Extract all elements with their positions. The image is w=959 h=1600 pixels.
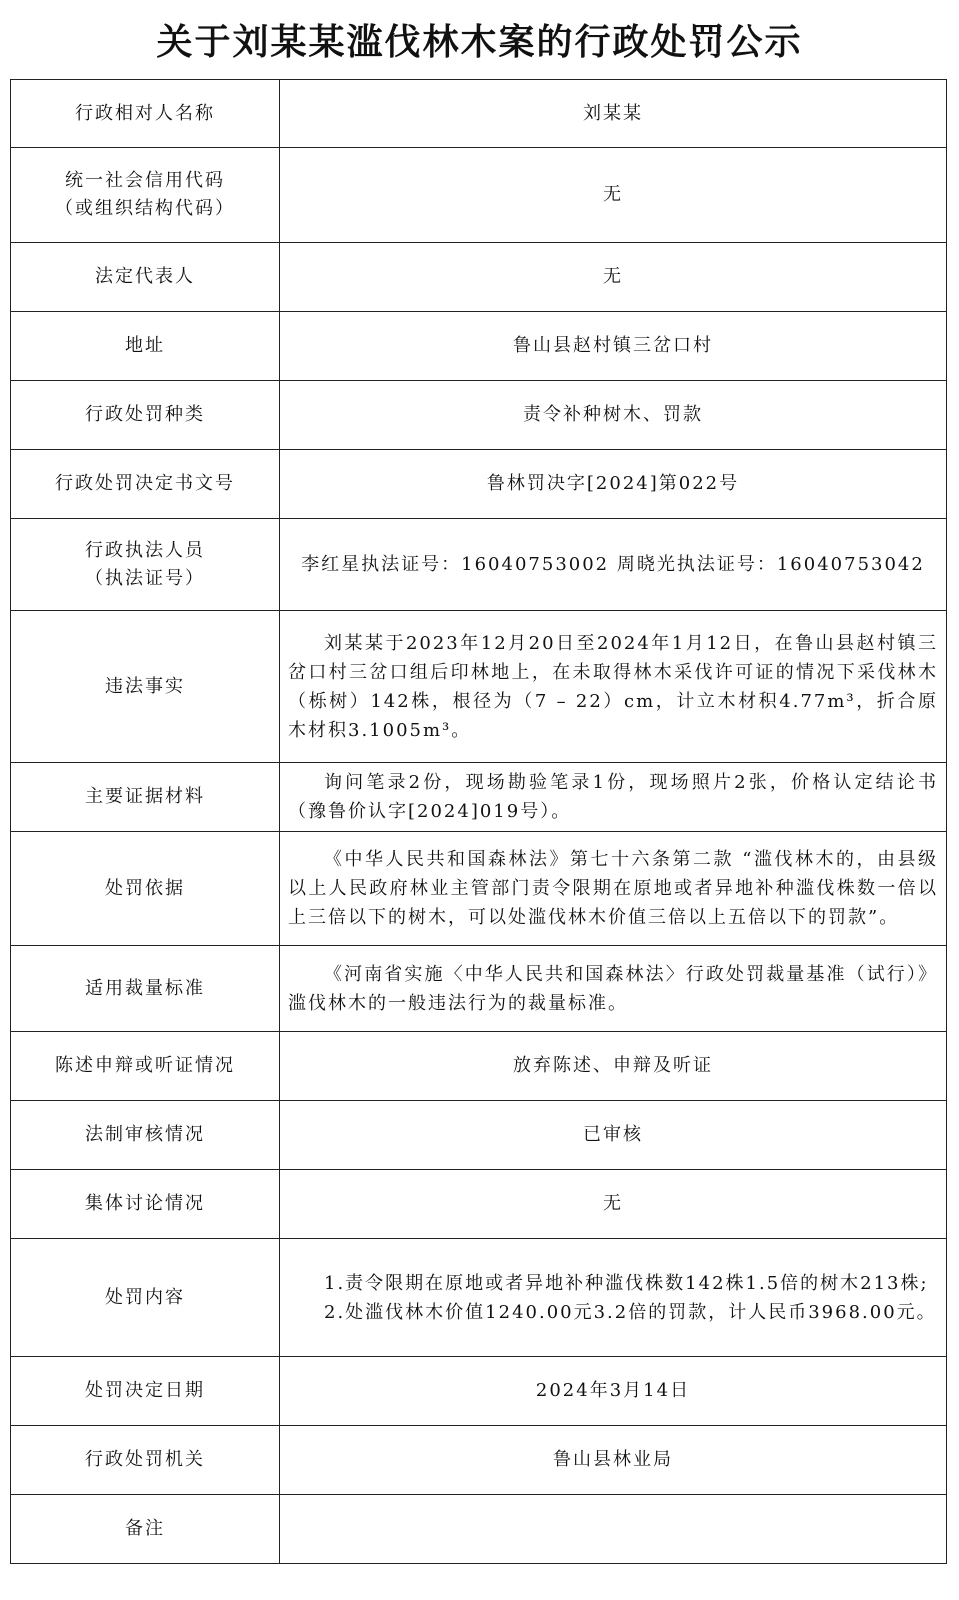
label-legal-representative: 法定代表人 bbox=[11, 243, 280, 312]
table-row bbox=[11, 1101, 947, 1170]
value-party-name: 刘某某 bbox=[280, 80, 947, 148]
penalty-info-table bbox=[10, 79, 947, 1564]
table-row bbox=[11, 148, 947, 243]
table-row bbox=[11, 1170, 947, 1239]
penalty-content-item-1: 1.责令限期在原地或者异地补种滥伐株数142株1.5倍的树木213株; bbox=[324, 1272, 929, 1294]
table-row bbox=[11, 1495, 947, 1564]
value-credit-code: 无 bbox=[280, 148, 947, 243]
value-violation-facts bbox=[280, 611, 947, 763]
label-penalty-type: 行政处罚种类 bbox=[11, 381, 280, 450]
label-penalty-authority: 行政处罚机关 bbox=[11, 1426, 280, 1495]
label-legal-review: 法制审核情况 bbox=[11, 1101, 280, 1170]
value-legal-representative: 无 bbox=[280, 243, 947, 312]
penalty-basis-text: 《中华人民共和国森林法》第七十六条第二款 “滥伐林木的，由县级以上人民政府林业主管部门责令限期在原地或者异地补种滥伐株数一倍以上三倍以下的树木，可以处滥伐林木价值三倍以上五倍以下的罚款”。 bbox=[288, 849, 938, 928]
label-credit-code-line1: 统一社会信用代码 bbox=[65, 170, 225, 191]
table-row bbox=[11, 243, 947, 312]
evidence-text: 询问笔录2份，现场勘验笔录1份，现场照片2张，价格认定结论书（豫鲁价认字[2024]019号）。 bbox=[288, 772, 938, 822]
label-penalty-basis: 处罚依据 bbox=[11, 832, 280, 946]
value-penalty-basis bbox=[280, 832, 947, 946]
label-collective-discussion: 集体讨论情况 bbox=[11, 1170, 280, 1239]
table-row bbox=[11, 611, 947, 763]
penalty-content-item-2: 2.处滥伐林木价值1240.00元3.2倍的罚款，计人民币3968.00元。 bbox=[324, 1301, 937, 1323]
table-row bbox=[11, 946, 947, 1032]
table-row bbox=[11, 80, 947, 148]
value-enforcement-officers: 李红星执法证号：16040753002 周晓光执法证号：16040753042 bbox=[280, 519, 947, 611]
label-address: 地址 bbox=[11, 312, 280, 381]
violation-facts-text: 刘某某于2023年12月20日至2024年1月12日，在鲁山县赵村镇三岔口村三岔口组后印林地上，在未取得林木采伐许可证的情况下采伐林木（栎树）142株，根径为（7 – 22）cm，计立木材积4.77m³，折合原木材积3.1005m³。 bbox=[288, 632, 938, 741]
label-evidence: 主要证据材料 bbox=[11, 763, 280, 832]
value-penalty-type: 责令补种树木、罚款 bbox=[280, 381, 947, 450]
table-row bbox=[11, 763, 947, 832]
label-decision-number: 行政处罚决定书文号 bbox=[11, 450, 280, 519]
table-row bbox=[11, 832, 947, 946]
label-decision-date: 处罚决定日期 bbox=[11, 1357, 280, 1426]
label-credit-code-line2: （或组织结构代码） bbox=[55, 198, 235, 219]
value-decision-number: 鲁林罚决字[2024]第022号 bbox=[280, 450, 947, 519]
table-row bbox=[11, 1239, 947, 1357]
label-enforcement-officers bbox=[11, 519, 280, 611]
label-violation-facts: 违法事实 bbox=[11, 611, 280, 763]
value-collective-discussion: 无 bbox=[280, 1170, 947, 1239]
table-row bbox=[11, 450, 947, 519]
value-penalty-content bbox=[280, 1239, 947, 1357]
label-enforcement-officers-line2: （执法证号） bbox=[85, 567, 205, 589]
table-row bbox=[11, 312, 947, 381]
value-legal-review: 已审核 bbox=[280, 1101, 947, 1170]
value-address: 鲁山县赵村镇三岔口村 bbox=[280, 312, 947, 381]
table-row bbox=[11, 1357, 947, 1426]
table-row bbox=[11, 1032, 947, 1101]
label-credit-code bbox=[11, 148, 280, 243]
table-row bbox=[11, 381, 947, 450]
value-evidence bbox=[280, 763, 947, 832]
label-enforcement-officers-line1: 行政执法人员 bbox=[85, 539, 205, 561]
label-party-name: 行政相对人名称 bbox=[11, 80, 280, 148]
label-statement-hearing: 陈述申辩或听证情况 bbox=[11, 1032, 280, 1101]
label-remarks: 备注 bbox=[11, 1495, 280, 1564]
value-decision-date: 2024年3月14日 bbox=[280, 1357, 947, 1426]
table-row bbox=[11, 519, 947, 611]
value-penalty-authority: 鲁山县林业局 bbox=[280, 1426, 947, 1495]
table-row bbox=[11, 1426, 947, 1495]
label-penalty-content: 处罚内容 bbox=[11, 1239, 280, 1357]
discretion-standard-text: 《河南省实施〈中华人民共和国森林法〉行政处罚裁量基准（试行）》滥伐林木的一般违法行为的裁量标准。 bbox=[288, 963, 938, 1014]
label-discretion-standard: 适用裁量标准 bbox=[11, 946, 280, 1032]
document-title: 关于刘某某滥伐林木案的行政处罚公示 bbox=[156, 22, 803, 63]
value-statement-hearing: 放弃陈述、申辩及听证 bbox=[280, 1032, 947, 1101]
value-discretion-standard bbox=[280, 946, 947, 1032]
value-remarks bbox=[280, 1495, 947, 1564]
